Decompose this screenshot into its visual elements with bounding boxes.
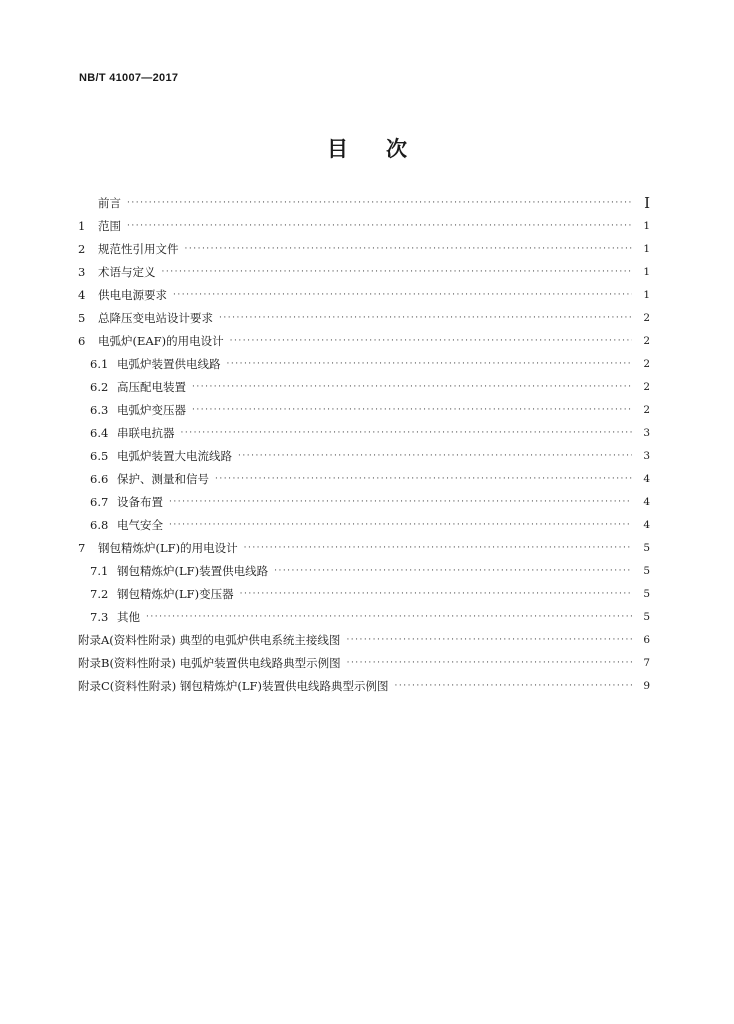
toc-dot-leader: [146, 606, 632, 629]
toc-dot-leader: [173, 284, 632, 307]
toc-entry-page: 4: [643, 473, 650, 485]
toc-entry-page: I: [644, 194, 650, 212]
toc-entry[interactable]: [78, 629, 650, 652]
toc-entry-page: 1: [643, 289, 650, 301]
toc-dot-leader: [127, 192, 632, 215]
page-title: 目次: [327, 136, 445, 161]
toc-entry[interactable]: [78, 238, 650, 261]
toc-entry-label: 保护、测量和信号: [117, 472, 209, 486]
toc-entry[interactable]: [78, 537, 650, 560]
toc-entry-label: 前言: [98, 196, 121, 210]
toc-entry-page: 7: [643, 657, 650, 669]
toc-entry[interactable]: [78, 215, 650, 238]
toc-dot-leader: [162, 261, 633, 284]
toc-entry-label: 电气安全: [117, 518, 163, 532]
toc-entry[interactable]: [78, 652, 650, 675]
toc-entry[interactable]: [78, 445, 650, 468]
toc-dot-leader: [215, 468, 632, 491]
toc-dot-leader: [185, 238, 633, 261]
toc-dot-leader: [169, 514, 632, 537]
toc-entry-number: 2: [78, 242, 86, 256]
toc-entry-label: 钢包精炼炉(LF)装置供电线路: [117, 564, 269, 578]
table-of-contents: [78, 192, 650, 698]
toc-entry-label: 钢包精炼炉(LF)变压器: [117, 587, 234, 601]
toc-entry-page: 1: [643, 266, 650, 278]
toc-entry-page: 6: [643, 634, 650, 646]
toc-dot-leader: [346, 629, 632, 652]
toc-entry-label: 设备布置: [117, 495, 163, 509]
toc-entry[interactable]: [78, 376, 650, 399]
toc-entry-label: 电弧炉装置大电流线路: [117, 449, 232, 463]
toc-dot-leader: [240, 583, 632, 606]
toc-entry-number: 6.1: [90, 357, 109, 371]
toc-entry-label: 范围: [98, 219, 121, 233]
toc-entry-number: 5: [78, 311, 86, 325]
toc-entry[interactable]: [78, 330, 650, 353]
toc-entry[interactable]: [78, 399, 650, 422]
toc-entry-page: 5: [643, 542, 650, 554]
toc-entry-label: 高压配电装置: [117, 380, 186, 394]
toc-entry-page: 2: [643, 358, 650, 370]
toc-dot-leader: [244, 537, 632, 560]
toc-entry-number: 3: [78, 265, 86, 279]
toc-entry-label: 附录C(资料性附录) 钢包精炼炉(LF)装置供电线路典型示例图: [78, 679, 389, 693]
toc-entry-page: 2: [643, 312, 650, 324]
toc-entry-label: 附录B(资料性附录) 电弧炉装置供电线路典型示例图: [78, 656, 341, 670]
toc-entry-label: 供电电源要求: [98, 288, 167, 302]
toc-dot-leader: [347, 652, 632, 675]
toc-entry-number: 6.6: [90, 472, 109, 486]
toc-entry-page: 2: [643, 381, 650, 393]
toc-entry-number: 6.4: [90, 426, 109, 440]
toc-entry-number: 7.3: [90, 610, 109, 624]
toc-entry-number: 4: [78, 288, 86, 302]
toc-entry[interactable]: [78, 675, 650, 698]
toc-entry-page: 9: [643, 680, 650, 692]
toc-entry-page: 3: [643, 450, 650, 462]
toc-entry-label: 电弧炉变压器: [117, 403, 186, 417]
toc-entry[interactable]: [78, 307, 650, 330]
toc-entry[interactable]: [78, 192, 650, 215]
toc-entry-number: 7.2: [90, 587, 109, 601]
toc-entry-page: 1: [643, 243, 650, 255]
toc-entry-label: 规范性引用文件: [98, 242, 179, 256]
toc-entry-label: 串联电抗器: [117, 426, 175, 440]
toc-dot-leader: [192, 399, 632, 422]
toc-dot-leader: [219, 307, 632, 330]
toc-dot-leader: [227, 353, 633, 376]
toc-entry-number: 6.8: [90, 518, 109, 532]
toc-entry-page: 4: [643, 519, 650, 531]
toc-entry[interactable]: [78, 514, 650, 537]
toc-entry-label: 附录A(资料性附录) 典型的电弧炉供电系统主接线图: [78, 633, 341, 647]
toc-entry-page: 1: [643, 220, 650, 232]
toc-entry[interactable]: [78, 353, 650, 376]
toc-entry-number: 6: [78, 334, 86, 348]
toc-entry[interactable]: [78, 491, 650, 514]
toc-entry[interactable]: [78, 606, 650, 629]
toc-dot-leader: [230, 330, 632, 353]
toc-entry[interactable]: [78, 422, 650, 445]
toc-dot-leader: [192, 376, 632, 399]
toc-dot-leader: [395, 675, 632, 698]
toc-entry-page: 4: [643, 496, 650, 508]
toc-entry-label: 电弧炉装置供电线路: [117, 357, 221, 371]
toc-entry[interactable]: [78, 583, 650, 606]
toc-entry-page: 5: [643, 611, 650, 623]
document-code: NB/T 41007—2017: [79, 72, 179, 84]
toc-entry-page: 2: [643, 335, 650, 347]
toc-entry-label: 术语与定义: [98, 265, 156, 279]
toc-entry-number: 6.3: [90, 403, 109, 417]
toc-entry-page: 2: [643, 404, 650, 416]
toc-entry-label: 总降压变电站设计要求: [98, 311, 213, 325]
toc-entry[interactable]: [78, 261, 650, 284]
toc-entry-number: 7.1: [90, 564, 109, 578]
toc-dot-leader: [181, 422, 633, 445]
toc-entry-number: 6.2: [90, 380, 109, 394]
toc-entry-label: 电弧炉(EAF)的用电设计: [98, 334, 224, 348]
toc-entry-number: 1: [78, 219, 86, 233]
toc-dot-leader: [127, 215, 632, 238]
toc-entry-label: 钢包精炼炉(LF)的用电设计: [98, 541, 238, 555]
toc-dot-leader: [238, 445, 632, 468]
toc-entry-page: 5: [643, 565, 650, 577]
toc-entry[interactable]: [78, 560, 650, 583]
toc-entry-number: 6.5: [90, 449, 109, 463]
toc-dot-leader: [169, 491, 632, 514]
toc-entry-number: 7: [78, 541, 86, 555]
toc-entry[interactable]: [78, 284, 650, 307]
toc-dot-leader: [274, 560, 632, 583]
toc-entry-label: 其他: [117, 610, 140, 624]
toc-entry-number: 6.7: [90, 495, 109, 509]
toc-entry-page: 5: [643, 588, 650, 600]
toc-entry-page: 3: [643, 427, 650, 439]
toc-entry[interactable]: [78, 468, 650, 491]
